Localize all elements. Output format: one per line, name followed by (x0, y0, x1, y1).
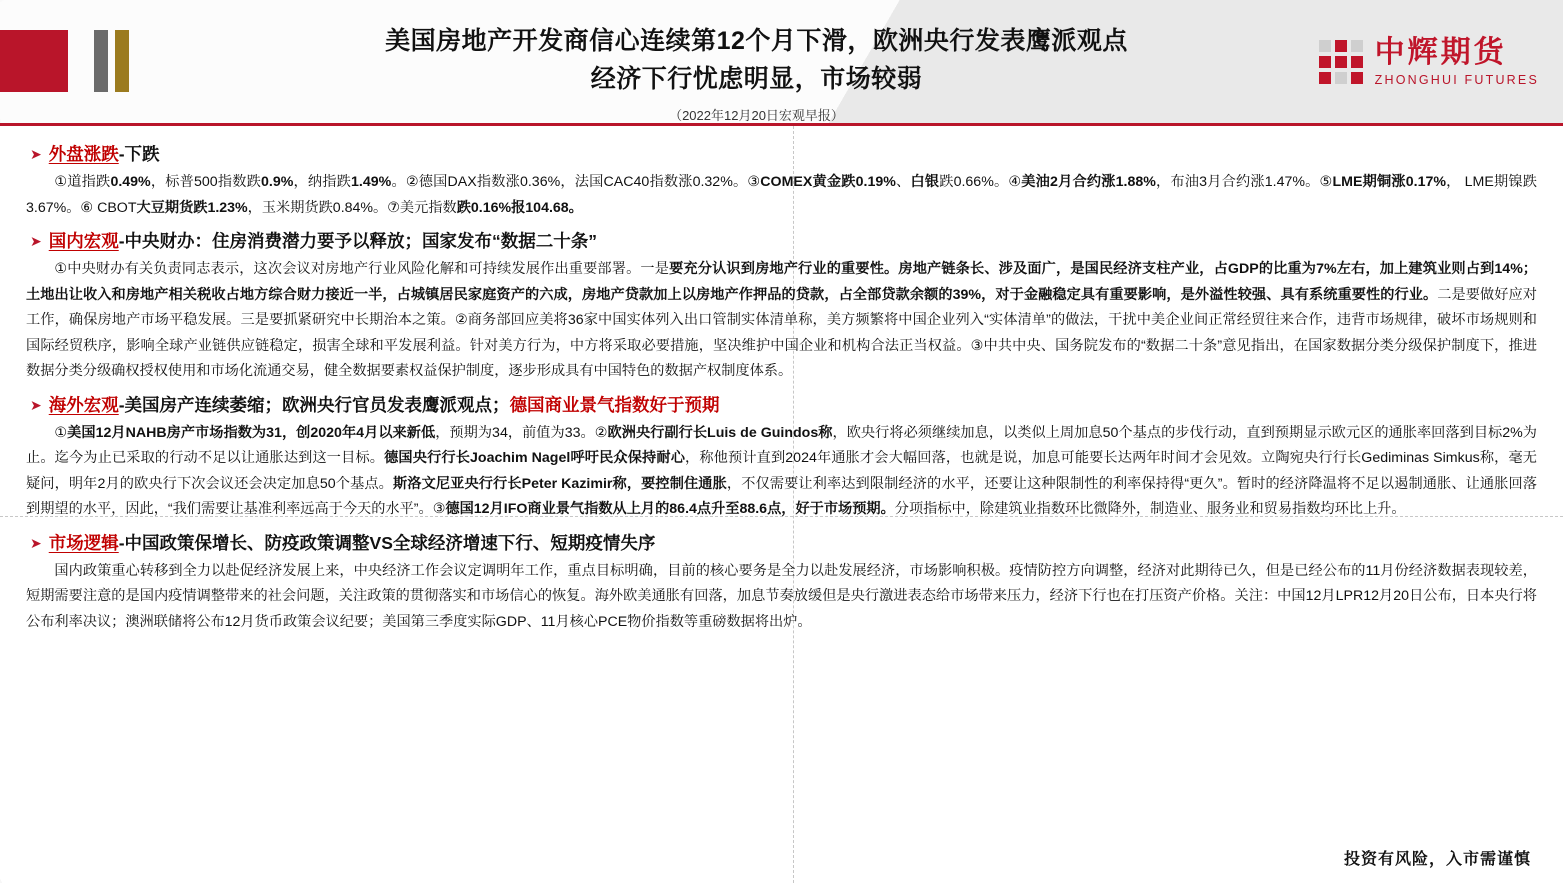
logo-cell (1351, 40, 1363, 52)
header-title-group (230, 22, 1283, 124)
logo-cell (1319, 56, 1331, 68)
page-title-line-2: 经济下行忧虑明显，市场较弱 (590, 65, 923, 93)
logo-text-en: ZHONGHUI FUTURES (1374, 73, 1539, 87)
brand-block-gray (94, 30, 108, 92)
logo-cell (1335, 72, 1347, 84)
logo-cell (1335, 56, 1347, 68)
section-title-red: 国内宏观 (48, 231, 119, 251)
logo-cell (1351, 56, 1363, 68)
section-body-overseas-macro: ①美国12月NAHB房产市场指数为31，创2020年4月以来新低，预期为34，前值为33。②欧洲央行副行长Luis de Guindos称，欧央行将必须继续加息，以类似上周加息50个基点的步伐行动，直到预期显示欧元区的通胀率回落到目标2%为止。迄今为止已采取的行动不足以让通胀达到这一目标。德国央行行长Joachim Nagel呼吁民众保持耐心，称他预计直到2024年通胀才会大幅回落，也就是说，加息可能要长达两年时间才会见效。立陶宛央行行长Gediminas Simkus称，毫无疑问，明年2月的欧央行下次会议还会决定加息50个基点。斯洛文尼亚央行行长Peter Kazimir称，要控制住通胀，不仅需要让利率达到限制经济的水平，还要让这种限制性的利率保持得“更久”。暂时的经济降温将不足以遏制通胀、让通胀回落到期望的水平，因此，“我们需要让基准利率远高于今天的水平”。③德国12月IFO商业景气指数从上月的86.4点升至88.6点，好于市场预期。分项指标中，除建筑业指数环比微降外，制造业、服务业和贸易指数均环比上升。 (26, 424, 1537, 517)
section-title-red-2: 德国商业景气指数好于预期 (509, 394, 720, 415)
logo-cell (1335, 40, 1347, 52)
section-heading-overseas-markets (30, 141, 1537, 168)
page-title-line-1: 美国房地产开发商信心连续第12个月下滑，欧洲央行发表鹰派观点 (385, 27, 1128, 55)
document-body (0, 126, 1563, 635)
section-body-overseas-markets: ①道指跌0.49%，标普500指数跌0.9%，纳指跌1.49%。②德国DAX指数涨0.36%，法国CAC40指数涨0.32%。③COMEX黄金跌0.19%、白银跌0.66%。④美油2月合约涨1.88%，布油3月合约涨1.47%。⑤LME期铜涨0.17%， LME期镍跌3.67%。⑥ CBOT大豆期货跌1.23%，玉米期货跌0.84%。⑦美元指数跌0.16%报104.68。 (26, 174, 1537, 216)
brand-block-gold (115, 30, 129, 92)
section-title-rest: -美国房产连续萎缩；欧洲央行官员发表鹰派观点； (118, 394, 510, 415)
section-title-red: 市场逻辑 (48, 532, 119, 553)
company-logo (1319, 38, 1539, 87)
section-body-domestic-macro: ①中央财办有关负责同志表示，这次会议对房地产行业风险化解和可持续发展作出重要部署。一是要充分认识到房地产行业的重要性。房地产链条长、涉及面广，是国民经济支柱产业，占GDP的比重为7%左右，加上建筑业则占到14%；土地出让收入和房地产相关税收占地方综合财力接近一半，占城镇居民家庭资产的六成，房地产贷款加上以房地产作押品的贷款，占全部贷款余额的39%，对于金融稳定具有重要影响，是外溢性较强、具有系统重要性的行业。二是要做好应对工作，确保房地产市场平稳发展。三是要抓紧研究中长期治本之策。②商务部回应美将36家中国实体列入出口管制实体清单称，美方频繁将中国企业列入“实体清单”的做法，干扰中美企业间正常经贸往来合作，违背市场规律，破坏市场规则和国际经贸秩序，影响全球产业链供应链稳定，损害全球和平发展利益。针对美方行为，中方将采取必要措施，坚决维护中国企业和机构合法正当权益。③中共中央、国务院发布的“数据二十条”意见指出，在国家数据分类分级保护制度下，推进数据分类分级确权授权使用和市场化流通交易，健全数据要素权益保护制度，逐步形成具有中国特色的数据产权制度体系。 (26, 261, 1537, 379)
section-body-market-logic: 国内政策重心转移到全力以赴促经济发展上来，中央经济工作会议定调明年工作，重点目标明确，目前的核心要务是全力以赴发展经济，市场影响积极。疫情防控方向调整，经济对此期待已久，但是已经公布的11月份经济数据表现较差，短期需要注意的是国内疫情调整带来的社会问题，关注政策的贯彻落实和市场信心的恢复。海外欧美通胀有回落，加息节奏放缓但是央行激进表态给市场带来压力，经济下行也在打压资产价格。关注：中国12月LPR12月20日公布，日本央行将公布利率决议；澳洲联储将公布12月货币政策会议纪要；美国第三季度实际GDP、11月核心PCE物价指数等重磅数据将出炉。 (26, 562, 1537, 630)
section-title-red: 外盘涨跌 (48, 144, 119, 164)
logo-text (1375, 38, 1539, 87)
bullet-arrow-icon: ➤ (30, 534, 42, 551)
section-title-rest: -中国政策保增长、防疫政策调整VS全球经济增速下行、短期疫情失序 (118, 532, 656, 553)
page-header (0, 0, 1563, 126)
page-subtitle: （2022年12月20日宏观早报） (669, 108, 844, 123)
footer-disclaimer: 投资有风险，入市需谨慎 (1343, 851, 1531, 868)
logo-cell (1351, 72, 1363, 84)
section-heading-overseas-macro (30, 392, 1537, 419)
section-heading-market-logic (30, 530, 1537, 557)
section-title-red: 海外宏观 (48, 394, 119, 415)
brand-color-blocks (0, 30, 129, 92)
logo-text-cn: 中辉期货 (1374, 36, 1507, 69)
logo-grid-icon (1319, 40, 1363, 84)
brand-block-red (0, 30, 68, 92)
section-heading-domestic-macro (30, 228, 1537, 255)
bullet-arrow-icon: ➤ (30, 233, 42, 249)
section-title-rest: -下跌 (118, 144, 160, 164)
logo-cell (1319, 72, 1331, 84)
logo-cell (1319, 40, 1331, 52)
bullet-arrow-icon: ➤ (30, 396, 42, 413)
section-title-rest: -中央财办：住房消费潜力要予以释放；国家发布“数据二十条” (118, 231, 598, 251)
bullet-arrow-icon: ➤ (30, 146, 42, 162)
